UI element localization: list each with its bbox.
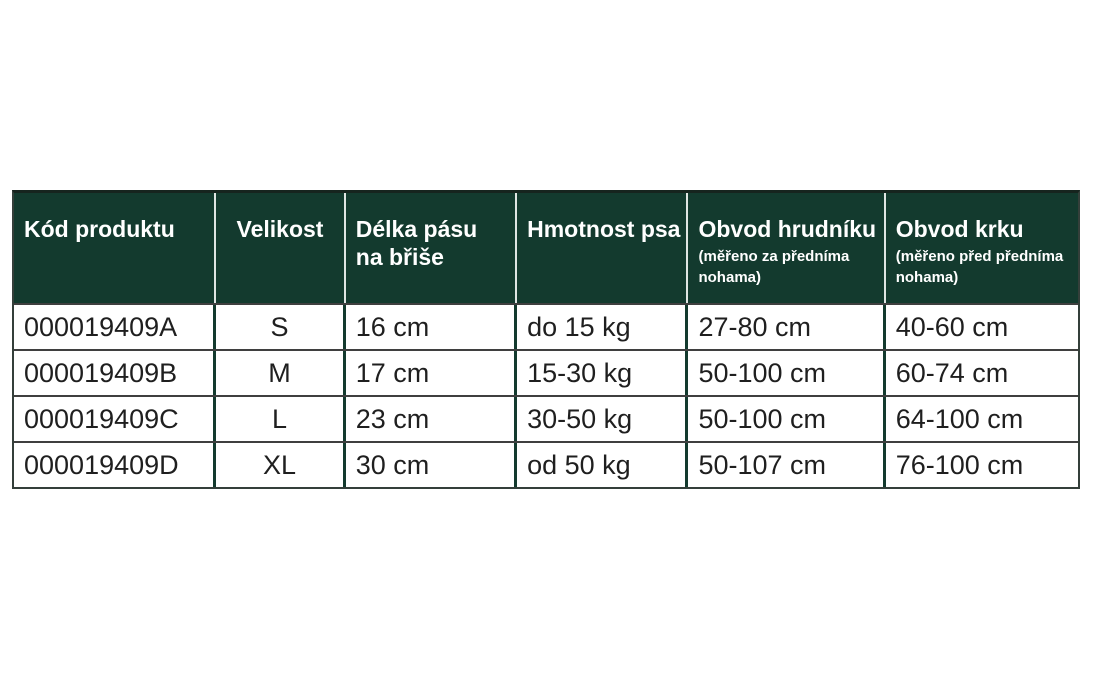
cell-size: M: [216, 351, 346, 395]
cell-belt-length: 16 cm: [346, 305, 517, 349]
cell-dog-weight: 15-30 kg: [517, 351, 688, 395]
size-chart-table: [12, 190, 1080, 489]
cell-product-code: 000019409D: [14, 443, 216, 487]
cell-product-code: 000019409B: [14, 351, 216, 395]
table-row: [14, 349, 1078, 395]
column-label: Délka pásu na břiše: [355, 216, 478, 270]
table-row: [14, 441, 1078, 487]
cell-chest-circumference: 27-80 cm: [688, 305, 885, 349]
cell-dog-weight: do 15 kg: [517, 305, 688, 349]
column-label: Obvod hrudníku: [698, 216, 877, 242]
table-row: [14, 303, 1078, 349]
cell-chest-circumference: 50-100 cm: [688, 351, 885, 395]
cell-chest-circumference: 50-107 cm: [688, 443, 885, 487]
cell-dog-weight: od 50 kg: [517, 443, 688, 487]
header-belt-length: [346, 193, 517, 303]
column-label: Kód produktu: [24, 216, 175, 242]
column-label: Velikost: [236, 216, 324, 242]
cell-size: S: [216, 305, 346, 349]
cell-chest-circumference: 50-100 cm: [688, 397, 885, 441]
cell-product-code: 000019409A: [14, 305, 216, 349]
cell-belt-length: 30 cm: [346, 443, 517, 487]
header-size: [216, 193, 346, 303]
cell-size: L: [216, 397, 346, 441]
cell-neck-circumference: 40-60 cm: [895, 311, 1009, 342]
column-label: Hmotnost psa: [527, 216, 681, 242]
header-neck-circumference: [886, 193, 1078, 303]
cell-neck-circumference: 64-100 cm: [895, 403, 1024, 434]
column-label: Obvod krku: [895, 216, 1024, 242]
cell-belt-length: 17 cm: [346, 351, 517, 395]
header-chest-circumference: [688, 193, 885, 303]
table-header-row: [14, 193, 1078, 303]
cell-size: XL: [216, 443, 346, 487]
column-subtitle: (měřeno před předníma nohama): [895, 248, 1064, 286]
cell-neck-circumference: 60-74 cm: [895, 357, 1009, 388]
cell-dog-weight: 30-50 kg: [517, 397, 688, 441]
cell-belt-length: 23 cm: [346, 397, 517, 441]
column-subtitle: (měřeno za předníma nohama): [698, 248, 850, 286]
header-dog-weight: [517, 193, 688, 303]
cell-product-code: 000019409C: [14, 397, 216, 441]
table-row: [14, 395, 1078, 441]
header-product-code: [14, 193, 216, 303]
cell-neck-circumference: 76-100 cm: [895, 449, 1024, 480]
